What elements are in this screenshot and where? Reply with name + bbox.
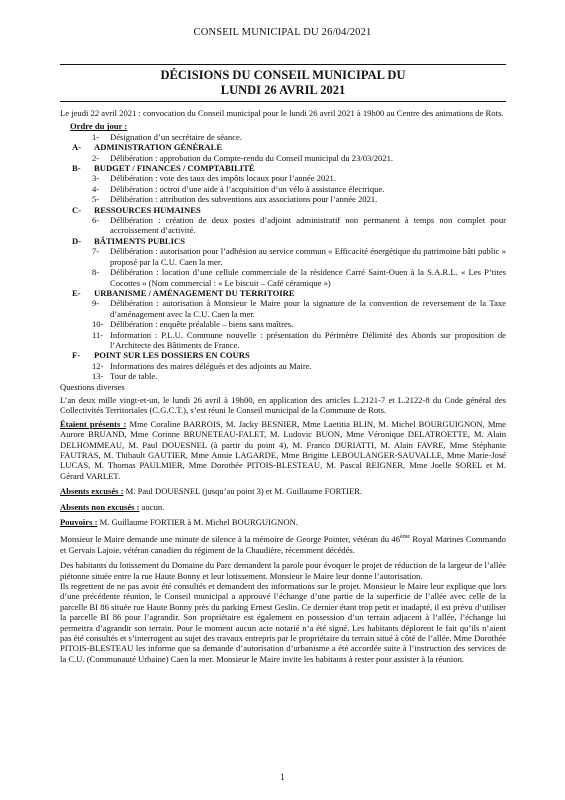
agenda-item: [92, 246, 506, 267]
section-title: URBANISME / AMÉNAGEMENT DU TERRITOIRE: [94, 287, 295, 298]
section-title: POINT SUR LES DOSSIERS EN COURS: [94, 350, 250, 361]
agenda-item-number: 9-: [92, 298, 100, 309]
agenda-item: [92, 319, 506, 329]
opening-paragraph: L’an deux mille vingt-et-un, le lundi 26 avril à 19h00, en application des articles L.2121-7 et L.2122-8 du Code général des Collectivités Territoriales (C.G.C.T.), s’est réuni le Conseil municipal de la Commune de Rots.: [60, 394, 506, 416]
agenda-section: [72, 350, 506, 360]
agenda-item-number: 5-: [92, 194, 100, 205]
agenda-item-number: 13-: [92, 371, 104, 382]
questions-diverses: Questions diverses: [60, 381, 125, 392]
silence-text-1: Monsieur le Maire demande une minute de silence à la mémoire de George Pointer, vétéran du 46: [60, 534, 401, 545]
agenda-item-text: Délibération : octroi d’une aide à l’acquisition d’un vélo à assistance électrique.: [110, 183, 385, 194]
section-title: BÂTIMENTS PUBLICS: [94, 235, 185, 246]
agenda-item-number: 2-: [92, 152, 100, 163]
section-title: RESSOURCES HUMAINES: [94, 204, 201, 215]
agenda-item-number: 11-: [92, 329, 104, 340]
agenda-item-text: Tour de table.: [110, 371, 158, 382]
agenda-section: [72, 163, 506, 173]
silence-text-2: Royal Marines Commando et Gervais Lajoie, vétéran canadien du régiment de la Chaudière, récemment décédés.: [60, 534, 506, 555]
silence-superscript: ème: [400, 534, 411, 541]
excused-paragraph: [60, 486, 506, 496]
agenda-item-number: 6-: [92, 215, 100, 226]
running-header: CONSEIL MUNICIPAL DU 26/04/2021: [193, 27, 372, 38]
agenda-item-text: Délibération : enquête préalable – biens sans maîtres.: [110, 319, 294, 330]
proxy-list: M. Guillaume FORTIER à M. Michel BOURGUIGNON.: [97, 517, 298, 528]
excused-label: Absents excusés :: [60, 486, 124, 497]
section-title: ADMINISTRATION GÉNÉRALE: [94, 142, 223, 153]
section-letter: D-: [72, 235, 82, 246]
agenda-item: [92, 298, 506, 319]
unexcused-paragraph: [60, 502, 506, 512]
agenda-item-number: 10-: [92, 319, 104, 330]
section-letter: A-: [72, 142, 82, 153]
document-body: [60, 108, 506, 664]
title-line-1: DÉCISIONS DU CONSEIL MUNICIPAL DU: [160, 68, 406, 82]
agenda-item-text: Délibération : vote des taux des impôts locaux pour l’année 2021.: [110, 173, 337, 184]
convocation-paragraph: Le jeudi 22 avril 2021 : convocation du Conseil municipal pour le lundi 26 avril 2021 à 19h00 au Centre des animations de Rots.: [60, 108, 504, 118]
agenda-item-number: 7-: [92, 246, 100, 257]
agenda-section: [72, 236, 506, 246]
section-letter: F-: [72, 350, 81, 361]
section-title: BUDGET / FINANCES / COMPTABILITÉ: [94, 163, 255, 174]
present-paragraph: [60, 419, 506, 481]
title-line-2: LUNDI 26 AVRIL 2021: [220, 83, 346, 97]
agenda-item-text: Information : P.L.U. Commune nouvelle : présentation du Périmètre Délimité des Abords sur proposition de l’Architecte des Bâtiments de France.: [110, 329, 506, 350]
agenda-heading: Ordre du jour :: [70, 121, 128, 132]
agenda-item-number: 4-: [92, 183, 100, 194]
agenda-item: [92, 153, 506, 163]
proxy-paragraph: [60, 517, 506, 527]
unexcused-label: Absents non excusés :: [60, 501, 140, 512]
agenda-section: [72, 142, 506, 152]
agenda-section: [72, 205, 506, 215]
agenda-item: [92, 330, 506, 351]
regret-paragraph: Ils regrettent de ne pas avoir été consultés et demandent des informations sur le projet. Monsieur le Maire leur explique que lors d’une précédente réunion, le Conseil municipal a approuvé l’échange d’une partie de la superficie de l’allée avec celle de la parcelle BI 86 située rue Haute Bonny près du parking Ernest Geslin. Ce dernier étant trop petit et inadapté, il est prévu d’utiliser la parcelle BI 86 pour l’agrandir. Son propriétaire est également en possession d’un terrain adjacent à l’allée, l’échange lui permettra d’agrandir son terrain. Pour le moment aucun acte notarié n’a été signé. Les habitants déplorent le fait qu’ils n’aient pas été consultés et s’interrogent au sujet des travaux entrepris par le propriétaire du terrain situé à côté de l’allée. Mme Dorothée PITOIS-BLESTEAU les informe que sa demande d’autorisation d’urbanisme a été accordée suite à l’instruction des services de la C.U. (Communauté Urbaine) Caen la mer. Monsieur le Maire invite les habitants à rester pour assister à la réunion.: [60, 580, 506, 664]
agenda-item-number: 8-: [92, 267, 100, 278]
agenda-item: [92, 267, 506, 288]
agenda-item: [92, 132, 506, 142]
document-title: [60, 64, 506, 102]
proxy-label: Pouvoirs :: [60, 517, 98, 528]
section-letter: B-: [72, 163, 81, 174]
unexcused-list: aucun.: [139, 501, 165, 512]
page-number: 1: [280, 772, 285, 782]
agenda-item-text: Délibération : création de deux postes d’adjoint administratif non permanent à temps non complet pour accroissement d’activité.: [110, 215, 506, 236]
silence-paragraph: [60, 532, 506, 555]
agenda-item-text: Désignation d’un secrétaire de séance.: [110, 131, 242, 142]
present-list: Mme Coraline BARROIS, M. Jacky BESNIER, Mme Laetitia BLIN, M. Michel BOURGUIGNON, Mme Aurore BRUAND, Mme Corinne BRUNETEAU-FALET, M. Ludovic BUON, Mme Véronique DELATROETTE, M. Alain DELHOMMEAU, M. Paul DOUESNEL (à partir du point 4), M. Franco DURIATTI, M. Alain FAVRE, Mme Stéphanie FAUTRAS, M. Thibault GAUTIER, Mme Annie LAGARDE, Mme Brigitte LEBOULANGER-SAUVALLE, Mme Marie-José LUCAS, M. Thomas PAULMIER, Mme Dorothée PITOIS-BLESTEAU, M. Pascal REIGNER, Mme Joelle SOREL et M. Gérard VARLET.: [60, 418, 506, 481]
excused-list: M. Paul DOUESNEL (jusqu’au point 3) et M. Guillaume FORTIER.: [123, 486, 363, 497]
agenda-item-text: Délibération : attribution des subventions aux associations pour l’année 2021.: [110, 194, 378, 205]
agenda-item: [92, 371, 506, 381]
residents-paragraph: Des habitants du lotissement du Domaine du Parc demandent la parole pour évoquer le projet de réduction de la largeur de l’allée piétonne située entre la rue Haute Bonny et leur lotissement. Monsieur le Maire leur donne l’autorisation.: [60, 560, 506, 581]
agenda-item-number: 1-: [92, 131, 100, 142]
section-letter: C-: [72, 204, 82, 215]
agenda-item-text: Délibération : autorisation à Monsieur le Maire pour la signature de la convention de reversement de la Taxe d’aménagement avec la C.U. Caen la mer.: [110, 298, 506, 319]
agenda-item: [92, 173, 506, 183]
agenda-item-text: Informations des maires délégués et des adjoints au Maire.: [110, 360, 312, 371]
agenda-item-text: Délibération : approbation du Compte-rendu du Conseil municipal du 23/03/2021.: [110, 152, 394, 163]
agenda-item: [92, 194, 506, 204]
agenda-item: [92, 215, 506, 236]
agenda-section: [72, 288, 506, 298]
section-letter: E-: [72, 287, 81, 298]
agenda-item: [92, 361, 506, 371]
present-label: Étaient présents :: [60, 418, 127, 429]
agenda-item: [92, 184, 506, 194]
agenda-item-number: 12-: [92, 360, 104, 371]
agenda-item-text: Délibération : location d’une cellule commerciale de la résidence Carré Saint-Ouen à la S.A.R.L. « Les P’tites Cocottes » (Nom commercial : « Le biscuit – Café céramique »): [110, 267, 506, 288]
agenda-item-number: 3-: [92, 173, 100, 184]
agenda-item-text: Délibération : autorisation pour l’adhésion au service commun « Efficacité énergétique du patrimoine bâti public » proposé par la C.U. Caen la mer.: [110, 246, 506, 267]
